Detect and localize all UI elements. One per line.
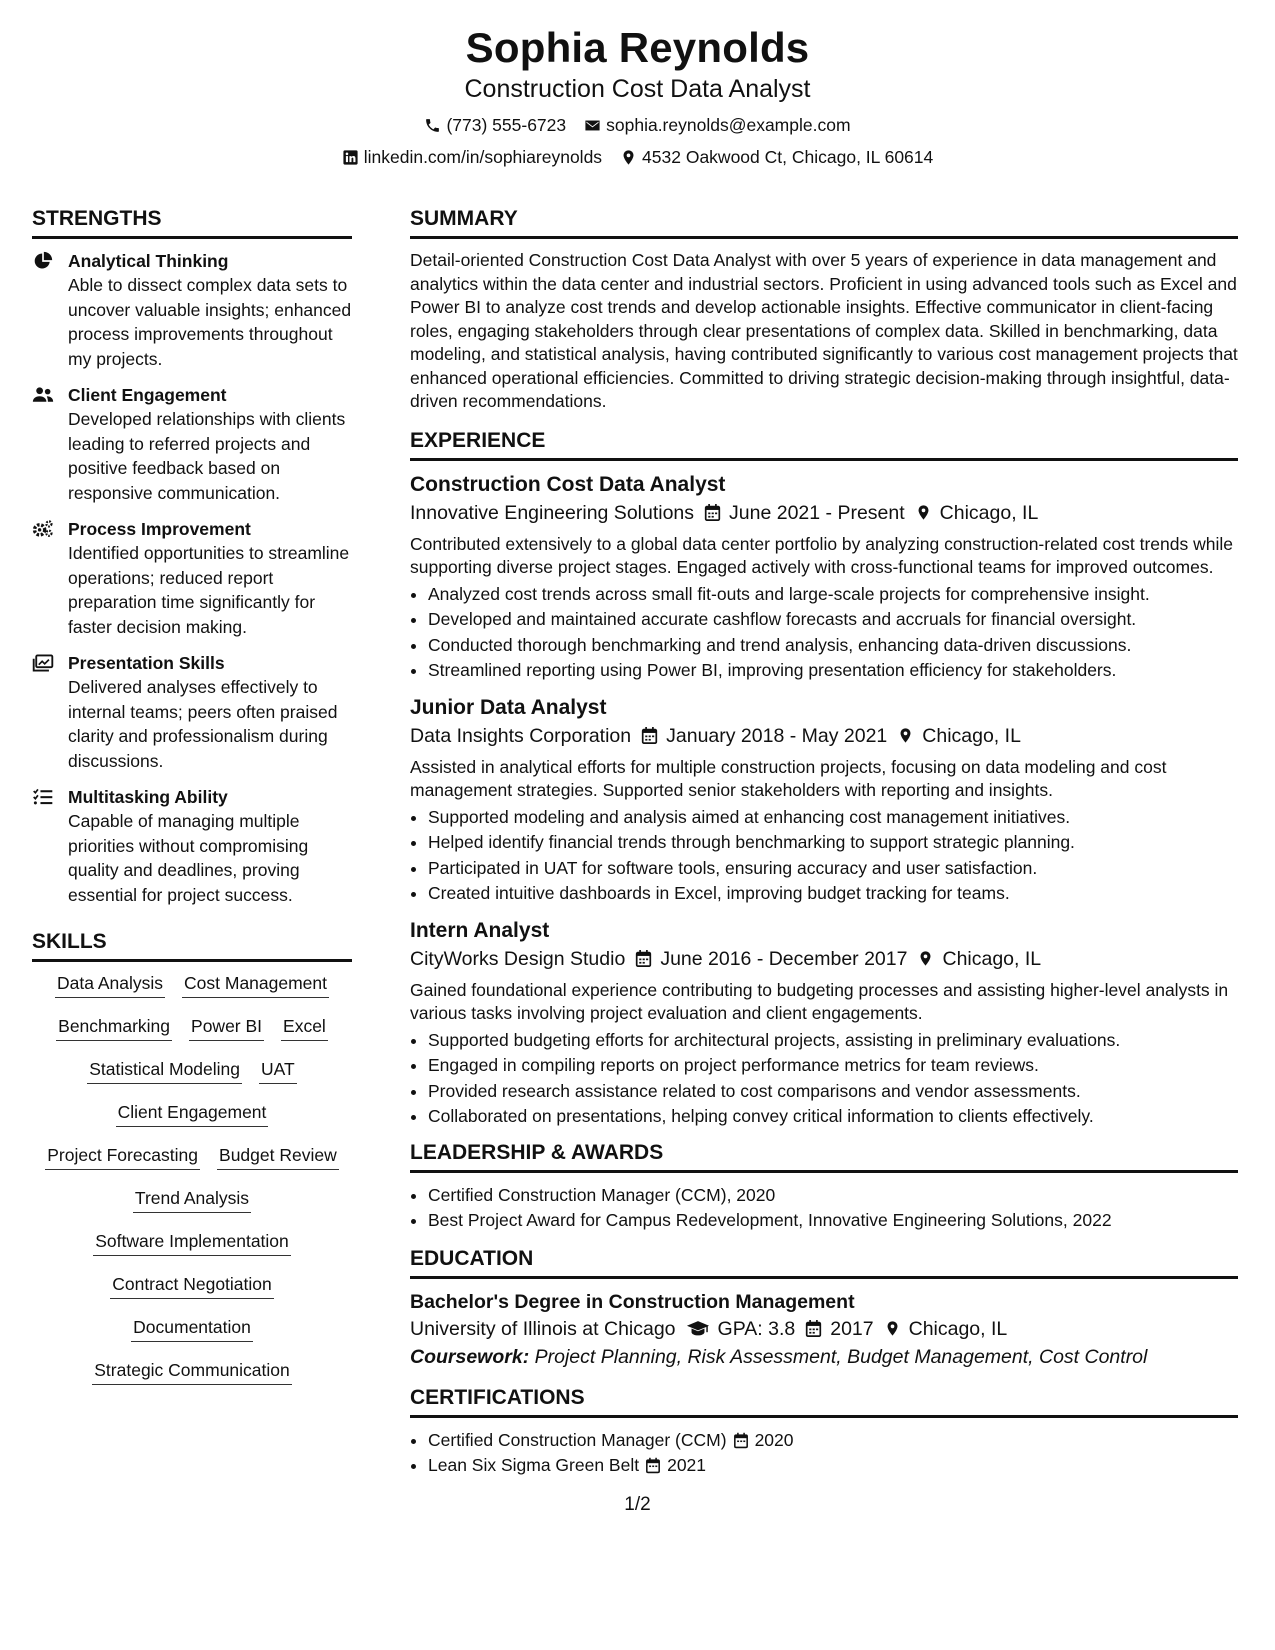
skill-tag: Strategic Communication [92,1359,292,1385]
job-location: Chicago, IL [942,947,1042,970]
address-text: 4532 Oakwood Ct, Chicago, IL 60614 [642,147,934,167]
job-bullets [410,805,1238,907]
school-name: University of Illinois at Chicago [410,1317,676,1340]
presentation-icon [32,653,54,673]
skill-tag: UAT [259,1058,297,1084]
gpa-text: GPA: 3.8 [717,1317,796,1340]
contact-row-2 [0,146,1275,168]
skill-tag: Cost Management [182,972,329,998]
strength-title: Multitasking Ability [68,787,228,807]
job-title: Intern Analyst [410,918,550,942]
map-pin-icon [915,503,932,522]
job-bullets [410,1028,1238,1130]
education-meta [410,1315,1238,1343]
skill-tag: Data Analysis [55,972,165,998]
job-bullet: • Collaborated on presentations, helping convey critical information to clients effectively. [428,1104,1238,1130]
calendar-icon [645,1457,661,1474]
strength-desc: Able to dissect complex data sets to uncover valuable insights; enhanced process improvements throughout my projects. [68,275,352,369]
leadership-list [410,1183,1238,1234]
job-meta [410,722,1238,750]
certifications-list [410,1428,1238,1479]
map-pin-icon [620,149,637,166]
summary-heading: SUMMARY [410,206,1238,239]
calendar-icon [805,1319,822,1338]
coursework [410,1343,1238,1371]
linkedin-text: linkedin.com/in/sophiareynolds [363,147,603,167]
company-name: CityWorks Design Studio [410,947,626,970]
certifications-heading: CERTIFICATIONS [410,1385,1238,1418]
graduation-cap-icon [686,1319,710,1338]
leadership-item: • Best Project Award for Campus Redevelopment, Innovative Engineering Solutions, 2022 [428,1208,1238,1234]
education-heading: EDUCATION [410,1246,1238,1279]
degree-title: Bachelor's Degree in Construction Management [410,1290,855,1313]
strength-item [32,651,352,773]
skill-tag: Trend Analysis [133,1187,251,1213]
candidate-title: Construction Cost Data Analyst [464,75,811,103]
job-dates: June 2016 - December 2017 [660,947,908,970]
coursework-label: Coursework: [410,1345,530,1368]
strength-title: Client Engagement [68,385,227,405]
phone-icon [424,117,441,134]
strength-title: Analytical Thinking [68,251,229,271]
candidate-name: Sophia Reynolds [465,24,810,71]
company-name: Innovative Engineering Solutions [410,501,695,524]
job-bullet: • Supported modeling and analysis aimed at enhancing cost management initiatives. [428,805,1238,831]
contact-row-1 [0,114,1275,136]
certification-item [428,1453,1238,1479]
job-bullets [410,582,1238,684]
resume-body [32,206,1243,1479]
strength-item [32,383,352,505]
job-bullet: • Conducted thorough benchmarking and trend analysis, enhancing data-driven discussions. [428,633,1238,659]
job-bullet: • Helped identify financial trends through benchmarking to support strategic planning. [428,830,1238,856]
phone-contact [424,114,566,136]
job-entry [410,471,1238,684]
skill-tag: Benchmarking [56,1015,172,1041]
skill-tag: Statistical Modeling [87,1058,242,1084]
strength-desc: Delivered analyses effectively to internal teams; peers often praised clarity and professionalism during discussions. [68,677,338,771]
skills-heading: SKILLS [32,929,352,962]
phone-text: (773) 555-6723 [446,115,567,135]
gears-icon [32,519,54,539]
job-bullet: • Participated in UAT for software tools, ensuring accuracy and user satisfaction. [428,856,1238,882]
company-name: Data Insights Corporation [410,724,632,747]
left-column [32,206,352,1479]
map-pin-icon [897,726,914,745]
calendar-icon [733,1432,749,1449]
job-dates: June 2021 - Present [729,501,905,524]
address-contact [620,146,933,168]
job-meta [410,945,1238,973]
right-column [410,206,1238,1479]
strength-item [32,249,352,371]
certification-item [428,1428,1238,1454]
strength-desc: Capable of managing multiple priorities without compromising quality and deadlines, proving essential for project success. [68,811,309,905]
skill-tag: Documentation [131,1316,253,1342]
job-description: Gained foundational experience contributing to budgeting processes and assisting higher-level analysts in various tasks involving project evaluation and client engagements. [410,979,1229,1023]
job-dates: January 2018 - May 2021 [666,724,888,747]
email-text: sophia.reynolds@example.com [606,115,851,135]
school-location: Chicago, IL [908,1317,1008,1340]
leadership-item: • Certified Construction Manager (CCM), 2020 [428,1183,1238,1209]
resume-header [0,0,1275,168]
leadership-heading: LEADERSHIP & AWARDS [410,1140,1238,1173]
strength-item [32,785,352,907]
map-pin-icon [917,949,934,968]
job-entry [410,917,1238,1130]
certification-name: • Certified Construction Manager (CCM) [428,1429,727,1450]
strength-title: Process Improvement [68,519,251,539]
certification-name: • Lean Six Sigma Green Belt [428,1455,640,1475]
map-pin-icon [884,1319,901,1338]
job-bullet: • Created intuitive dashboards in Excel, improving budget tracking for teams. [428,881,1238,907]
strength-item [32,517,352,639]
strengths-heading: STRENGTHS [32,206,352,239]
job-location: Chicago, IL [922,724,1021,747]
job-description: Assisted in analytical efforts for multiple construction projects, focusing on data modeling and cost management strategies. Supported senior stakeholders with reporting and insights. [410,756,1167,800]
job-title: Junior Data Analyst [410,695,607,719]
graduation-year: 2017 [830,1317,874,1340]
summary-text: Detail-oriented Construction Cost Data Analyst with over 5 years of experience in data management and analytics within the data center and industrial sectors. Proficient in using advanced tools such as Excel and Power BI to analyze cost trends and develop actionable insights. Effective communicator in client-facing roles, engaging stakeholders through clear presentations of complex data. Skilled in benchmarking, data modeling, and statistical analysis, having contributed significantly to various cost management projects that enhanced operational efficiencies. Committed to driving strategic decision-making through insightful, data-driven recommendations. [410,250,1238,411]
strength-title: Presentation Skills [68,653,225,673]
envelope-icon [584,117,601,134]
certification-year: 2020 [754,1429,794,1450]
page-number: 1/2 [624,1494,651,1515]
certification-year: 2021 [667,1455,707,1475]
calendar-icon [641,726,658,745]
skill-tag: Project Forecasting [45,1144,200,1170]
skills-list [32,972,352,1385]
strength-desc: Developed relationships with clients leading to referred projects and positive feedback based on responsive communication. [68,409,346,503]
linkedin-icon [342,149,359,166]
skill-tag: Software Implementation [93,1230,291,1256]
skill-tag: Excel [281,1015,328,1041]
job-location: Chicago, IL [939,501,1039,524]
job-title: Construction Cost Data Analyst [410,472,726,496]
skill-tag: Client Engagement [116,1101,269,1127]
skill-tag: Contract Negotiation [110,1273,274,1299]
task-list-icon [32,787,54,807]
job-meta [410,499,1238,527]
skill-tag: Budget Review [217,1144,339,1170]
job-bullet: • Engaged in compiling reports on project performance metrics for team reviews. [428,1053,1238,1079]
linkedin-contact[interactable] [342,146,602,168]
experience-heading: EXPERIENCE [410,428,1238,461]
skill-tag: Power BI [189,1015,264,1041]
strength-desc: Identified opportunities to streamline operations; reduced report preparation time significantly for faster decision making. [68,543,350,637]
users-icon [32,385,54,405]
job-bullet: • Streamlined reporting using Power BI, improving presentation efficiency for stakeholders. [428,658,1238,684]
job-bullet: • Supported budgeting efforts for architectural projects, assisting in preliminary evaluations. [428,1028,1238,1054]
email-contact[interactable] [584,114,850,136]
job-bullet: • Analyzed cost trends across small fit-outs and large-scale projects for comprehensive insight. [428,582,1238,608]
job-bullet: • Provided research assistance related to cost comparisons and vendor assessments. [428,1079,1238,1105]
calendar-icon [704,503,721,522]
pie-chart-icon [32,251,54,271]
job-entry [410,694,1238,907]
job-description: Contributed extensively to a global data center portfolio by analyzing construction-related cost trends while supporting diverse project stages. Engaged actively with cross-functional teams for improved outcomes. [410,533,1233,577]
calendar-icon [635,949,652,968]
coursework-text: Project Planning, Risk Assessment, Budget Management, Cost Control [534,1345,1148,1368]
job-bullet: • Developed and maintained accurate cashflow forecasts and accruals for financial oversight. [428,607,1238,633]
